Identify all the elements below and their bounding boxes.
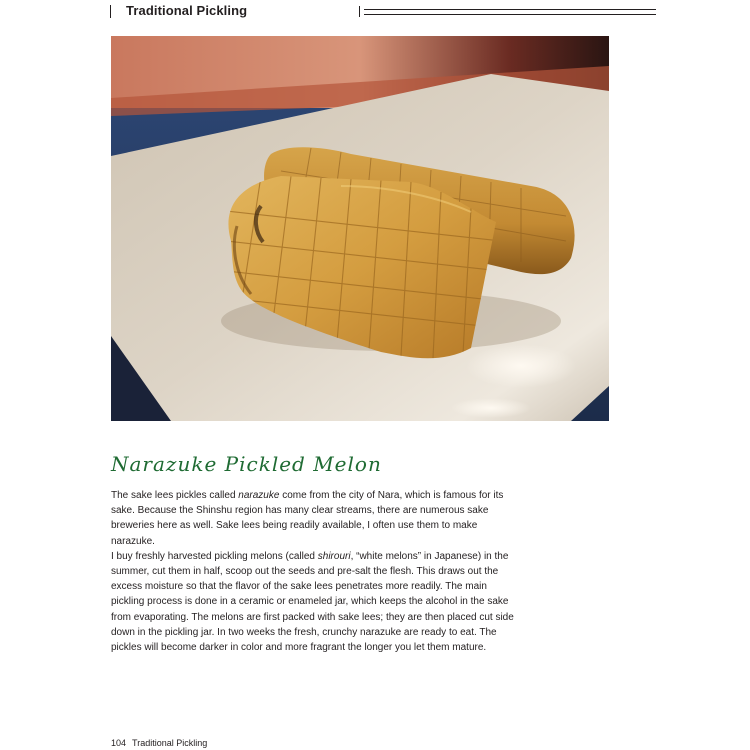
italic-term: shirouri [317,550,351,562]
italic-term: narazuke [238,490,280,501]
footer-section: Traditional Pickling [132,738,208,748]
text-span: , “white melons” in Japanese) in the summer, cut them in half, scoop out the seeds and pre-salt the flesh. This draws out the excess moisture so that the flavor of the sake lees penetrates more readily. The main pickling process is done in a ceramic or enameled jar, which keeps the alcohol in the sake from evaporating. The melons are first packed with sake lees; they are then placed cut side down in the pickling jar. In two weeks the fresh, crunchy narazuke are ready to eat. The pickles will become darker in color and more fragrant the longer you let them mature. [111,550,514,654]
photo-pickled-melon [111,36,609,421]
header-rule-cap [359,6,360,17]
article-body [111,488,523,655]
text-span: The sake lees pickles called [111,490,239,501]
article-heading: Narazuke Pickled Melon [111,452,382,476]
text-span: I buy freshly harvested pickling melons (called [111,550,318,562]
text-span: come from the city of Nara, which is famous for its sake. Because the Shinshu region has many clear streams, there are numerous sake breweries here as well. Sake lees being readily available, I often use them to make narazuke. [111,490,504,547]
running-header [110,2,656,20]
header-rule [364,9,656,15]
header-bar [110,5,111,18]
paragraph-1 [111,488,523,549]
header-title: Traditional Pickling [126,3,248,18]
page-footer [111,738,207,748]
paragraph-2 [111,549,523,655]
page-number: 104 [111,738,127,748]
